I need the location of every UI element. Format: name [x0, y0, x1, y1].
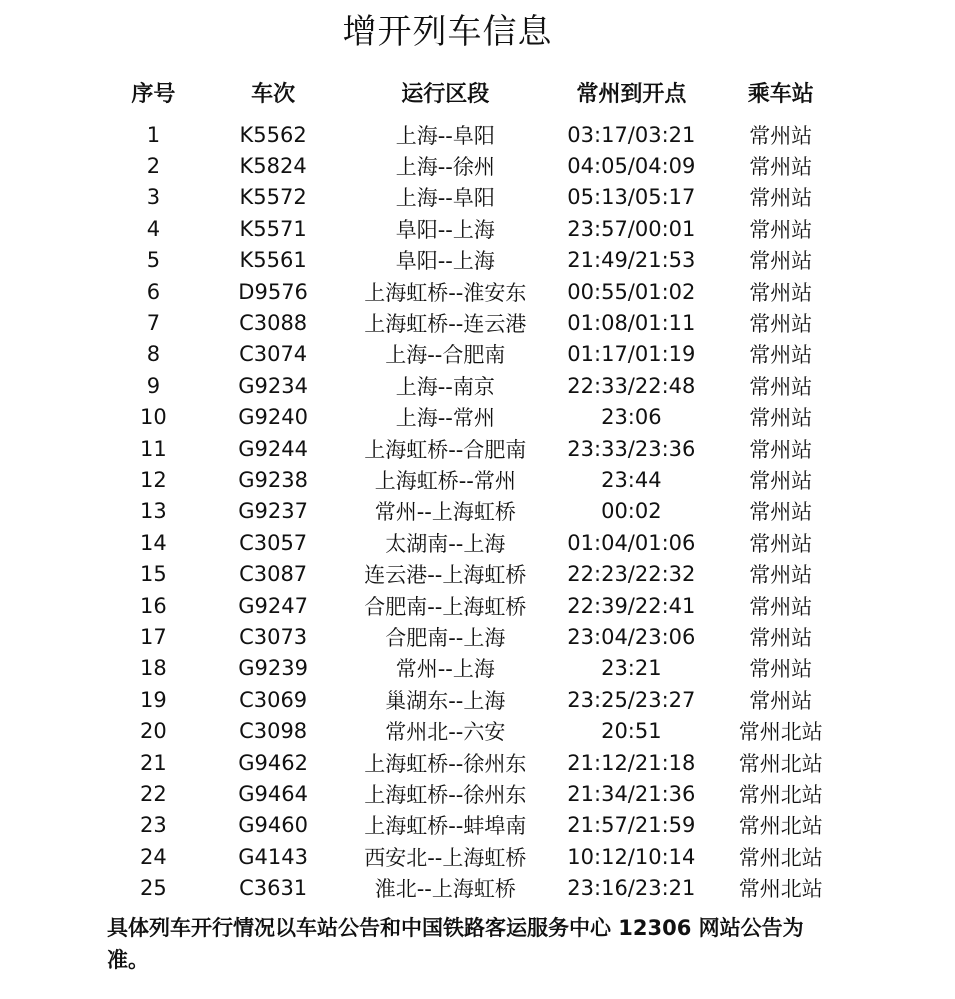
cell-seq: 11: [140, 436, 167, 461]
cell-train-no: K5824: [239, 154, 307, 179]
cell-station: 常州站: [749, 249, 813, 274]
cell-arr-dep: 03:17/03:21: [567, 122, 696, 147]
cell-seq: 18: [140, 656, 167, 681]
cell-arr-dep: 00:02: [601, 499, 662, 524]
header-station: 乘车站: [747, 81, 814, 107]
cell-arr-dep: 23:25/23:27: [567, 687, 696, 712]
cell-route: 阜阳--上海: [395, 249, 495, 274]
cell-station: 常州站: [749, 217, 813, 242]
cell-seq: 20: [140, 719, 167, 744]
cell-station: 常州站: [749, 280, 813, 305]
cell-arr-dep: 22:33/22:48: [567, 373, 696, 398]
cell-train-no: C3087: [239, 562, 308, 587]
table-row: [95, 496, 855, 527]
cell-train-no: K5571: [239, 216, 307, 241]
table-row: [95, 213, 855, 244]
cell-route: 上海虹桥--合肥南: [364, 437, 527, 462]
cell-train-no: G9240: [238, 405, 308, 430]
cell-arr-dep: 23:06: [601, 405, 662, 430]
cell-station: 常州北站: [738, 782, 823, 807]
cell-station: 常州站: [749, 186, 813, 211]
cell-arr-dep: 01:04/01:06: [567, 530, 696, 555]
cell-route: 上海虹桥--蚌埠南: [364, 814, 527, 839]
cell-train-no: C3088: [239, 311, 308, 336]
cell-station: 常州站: [749, 625, 813, 650]
table-row: [95, 841, 855, 872]
table-row: [95, 810, 855, 841]
cell-seq: 22: [140, 781, 167, 806]
cell-route: 太湖南--上海: [385, 531, 506, 556]
cell-train-no: D9576: [238, 279, 308, 304]
cell-route: 连云港--上海虹桥: [364, 563, 527, 588]
cell-arr-dep: 21:34/21:36: [567, 781, 696, 806]
cell-train-no: G9247: [238, 593, 308, 618]
cell-station: 常州站: [749, 406, 813, 431]
cell-route: 西安北--上海虹桥: [364, 845, 527, 870]
cell-route: 上海--徐州: [395, 155, 495, 180]
cell-arr-dep: 10:12/10:14: [567, 844, 696, 869]
table-row: [95, 119, 855, 150]
table-row: [95, 621, 855, 652]
cell-seq: 3: [146, 185, 161, 210]
table-row: [95, 182, 855, 213]
cell-route: 常州--上海: [395, 657, 495, 682]
cell-train-no: C3073: [239, 624, 308, 649]
cell-arr-dep: 01:08/01:11: [567, 311, 696, 336]
cell-route: 上海虹桥--淮安东: [364, 280, 527, 305]
cell-arr-dep: 21:49/21:53: [567, 248, 696, 273]
header-arr-dep: 常州到开点: [576, 81, 687, 107]
cell-station: 常州北站: [738, 877, 823, 902]
table-row: [95, 245, 855, 276]
cell-train-no: C3074: [239, 342, 308, 367]
cell-train-no: G4143: [238, 844, 308, 869]
cell-station: 常州站: [749, 312, 813, 337]
cell-seq: 25: [140, 876, 167, 901]
cell-arr-dep: 00:55/01:02: [567, 279, 696, 304]
cell-seq: 5: [146, 248, 161, 273]
cell-seq: 14: [140, 530, 167, 555]
table-row: [95, 684, 855, 715]
cell-station: 常州站: [749, 374, 813, 399]
table-row: [95, 276, 855, 307]
cell-route: 上海--阜阳: [395, 123, 495, 148]
cell-train-no: G9237: [238, 499, 308, 524]
cell-arr-dep: 23:33/23:36: [567, 436, 696, 461]
cell-train-no: K5572: [239, 185, 307, 210]
cell-seq: 9: [146, 373, 161, 398]
cell-arr-dep: 05:13/05:17: [567, 185, 696, 210]
cell-arr-dep: 23:04/23:06: [567, 624, 696, 649]
cell-arr-dep: 01:17/01:19: [567, 342, 696, 367]
cell-route: 上海虹桥--常州: [374, 468, 516, 493]
cell-train-no: G9244: [238, 436, 308, 461]
table-row: [95, 653, 855, 684]
cell-station: 常州北站: [738, 814, 823, 839]
cell-route: 阜阳--上海: [395, 217, 495, 242]
cell-train-no: G9460: [238, 813, 308, 838]
cell-station: 常州北站: [738, 845, 823, 870]
table-row: [95, 872, 855, 903]
table-row: [95, 747, 855, 778]
cell-route: 上海--常州: [395, 406, 495, 431]
cell-arr-dep: 23:44: [601, 467, 662, 492]
table-row: [95, 370, 855, 401]
cell-route: 上海--南京: [395, 374, 495, 399]
cell-seq: 19: [140, 687, 167, 712]
cell-train-no: G9238: [238, 467, 308, 492]
cell-arr-dep: 21:12/21:18: [567, 750, 696, 775]
cell-route: 合肥南--上海: [385, 625, 506, 650]
header-train-no: 车次: [251, 81, 296, 107]
cell-station: 常州站: [749, 343, 813, 368]
header-route: 运行区段: [401, 81, 490, 107]
cell-route: 上海虹桥--连云港: [364, 312, 527, 337]
table-row: [95, 402, 855, 433]
table-row: [95, 527, 855, 558]
cell-station: 常州站: [749, 531, 813, 556]
cell-station: 常州站: [749, 657, 813, 682]
cell-seq: 21: [140, 750, 167, 775]
cell-seq: 6: [146, 279, 161, 304]
cell-station: 常州站: [749, 563, 813, 588]
cell-station: 常州站: [749, 468, 813, 493]
cell-station: 常州站: [749, 155, 813, 180]
cell-seq: 15: [140, 562, 167, 587]
cell-station: 常州站: [749, 688, 813, 713]
cell-seq: 1: [146, 122, 161, 147]
cell-seq: 23: [140, 813, 167, 838]
cell-route: 上海虹桥--徐州东: [364, 751, 527, 776]
cell-seq: 2: [146, 154, 161, 179]
table-row: [95, 464, 855, 495]
table-row: [95, 715, 855, 746]
table-row: [95, 150, 855, 181]
footnote: 具体列车开行情况以车站公告和中国铁路客运服务中心 12306 网站公告为准。: [107, 916, 804, 972]
table-body: [95, 119, 855, 904]
cell-train-no: C3631: [239, 876, 308, 901]
page-title: 增开列车信息: [342, 12, 553, 52]
cell-train-no: G9239: [238, 656, 308, 681]
table-row: [95, 558, 855, 589]
cell-seq: 4: [146, 216, 161, 241]
cell-route: 常州北--六安: [385, 720, 506, 745]
cell-route: 合肥南--上海虹桥: [364, 594, 527, 619]
header-seq: 序号: [131, 81, 176, 107]
cell-arr-dep: 22:39/22:41: [567, 593, 696, 618]
train-table: [95, 72, 855, 904]
cell-train-no: C3069: [239, 687, 308, 712]
cell-arr-dep: 21:57/21:59: [567, 813, 696, 838]
table-row: [95, 433, 855, 464]
cell-arr-dep: 23:16/23:21: [567, 876, 696, 901]
cell-route: 常州--上海虹桥: [374, 500, 516, 525]
table-header-row: [95, 72, 855, 112]
cell-station: 常州站: [749, 500, 813, 525]
cell-seq: 10: [140, 405, 167, 430]
cell-route: 巢湖东--上海: [385, 688, 506, 713]
cell-train-no: C3098: [239, 719, 308, 744]
cell-seq: 12: [140, 467, 167, 492]
cell-seq: 16: [140, 593, 167, 618]
cell-seq: 8: [146, 342, 161, 367]
cell-arr-dep: 23:21: [601, 656, 662, 681]
cell-seq: 7: [146, 311, 161, 336]
cell-route: 上海--合肥南: [385, 343, 506, 368]
cell-route: 上海虹桥--徐州东: [364, 782, 527, 807]
cell-arr-dep: 22:23/22:32: [567, 562, 696, 587]
cell-route: 淮北--上海虹桥: [374, 877, 516, 902]
cell-train-no: C3057: [239, 530, 308, 555]
cell-seq: 24: [140, 844, 167, 869]
cell-station: 常州北站: [738, 720, 823, 745]
table-row: [95, 339, 855, 370]
cell-route: 上海--阜阳: [395, 186, 495, 211]
cell-train-no: K5562: [239, 122, 307, 147]
cell-seq: 17: [140, 624, 167, 649]
cell-arr-dep: 04:05/04:09: [567, 154, 696, 179]
cell-train-no: K5561: [239, 248, 307, 273]
cell-station: 常州站: [749, 123, 813, 148]
table-row: [95, 778, 855, 809]
table-row: [95, 307, 855, 338]
cell-arr-dep: 23:57/00:01: [567, 216, 696, 241]
cell-train-no: G9464: [238, 781, 308, 806]
table-row: [95, 590, 855, 621]
cell-station: 常州站: [749, 437, 813, 462]
cell-train-no: G9234: [238, 373, 308, 398]
cell-arr-dep: 20:51: [601, 719, 662, 744]
cell-station: 常州北站: [738, 751, 823, 776]
cell-train-no: G9462: [238, 750, 308, 775]
cell-seq: 13: [140, 499, 167, 524]
cell-station: 常州站: [749, 594, 813, 619]
